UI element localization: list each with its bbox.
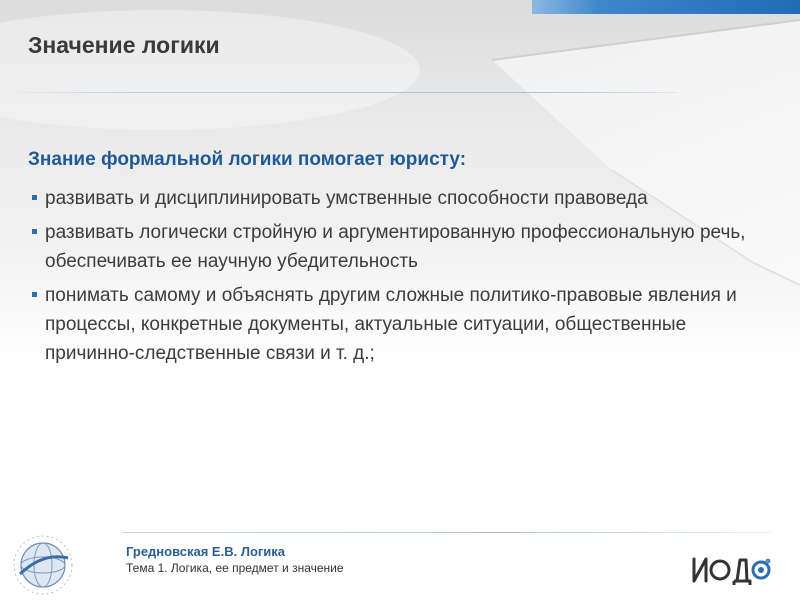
footer-topic: Тема 1. Логика, ее предмет и значение xyxy=(126,561,344,575)
footer-author: Гредновская Е.В. Логика xyxy=(126,544,286,559)
bullet-text: понимать самому и объяснять другим сложные политико-правовые явления и процессы, конкретные документы, актуальные ситуации, общественные причинно-следственные связи и т. д.; xyxy=(45,285,737,364)
bullet-item xyxy=(28,184,768,213)
bullet-text: развивать логически стройную и аргументированную профессиональную речь, обеспечивать ее научную убедительность xyxy=(45,222,746,272)
title-divider xyxy=(0,92,676,93)
footer-divider xyxy=(122,532,772,533)
square-bullet-icon xyxy=(32,229,37,234)
bullet-item xyxy=(28,281,768,368)
square-bullet-icon xyxy=(32,195,37,200)
square-bullet-icon xyxy=(32,292,37,297)
iodo-logo-icon xyxy=(690,549,772,589)
lead-statement: Знание формальной логики помогает юристу: xyxy=(28,149,467,170)
slide-title: Значение логики xyxy=(28,32,220,58)
bullet-item xyxy=(28,218,768,276)
accent-top-bar xyxy=(532,0,800,14)
bullet-list xyxy=(28,184,768,373)
globe-internet-logo-icon xyxy=(10,532,76,598)
bullet-text: развивать и дисциплинировать умственные способности правоведа xyxy=(45,188,648,209)
